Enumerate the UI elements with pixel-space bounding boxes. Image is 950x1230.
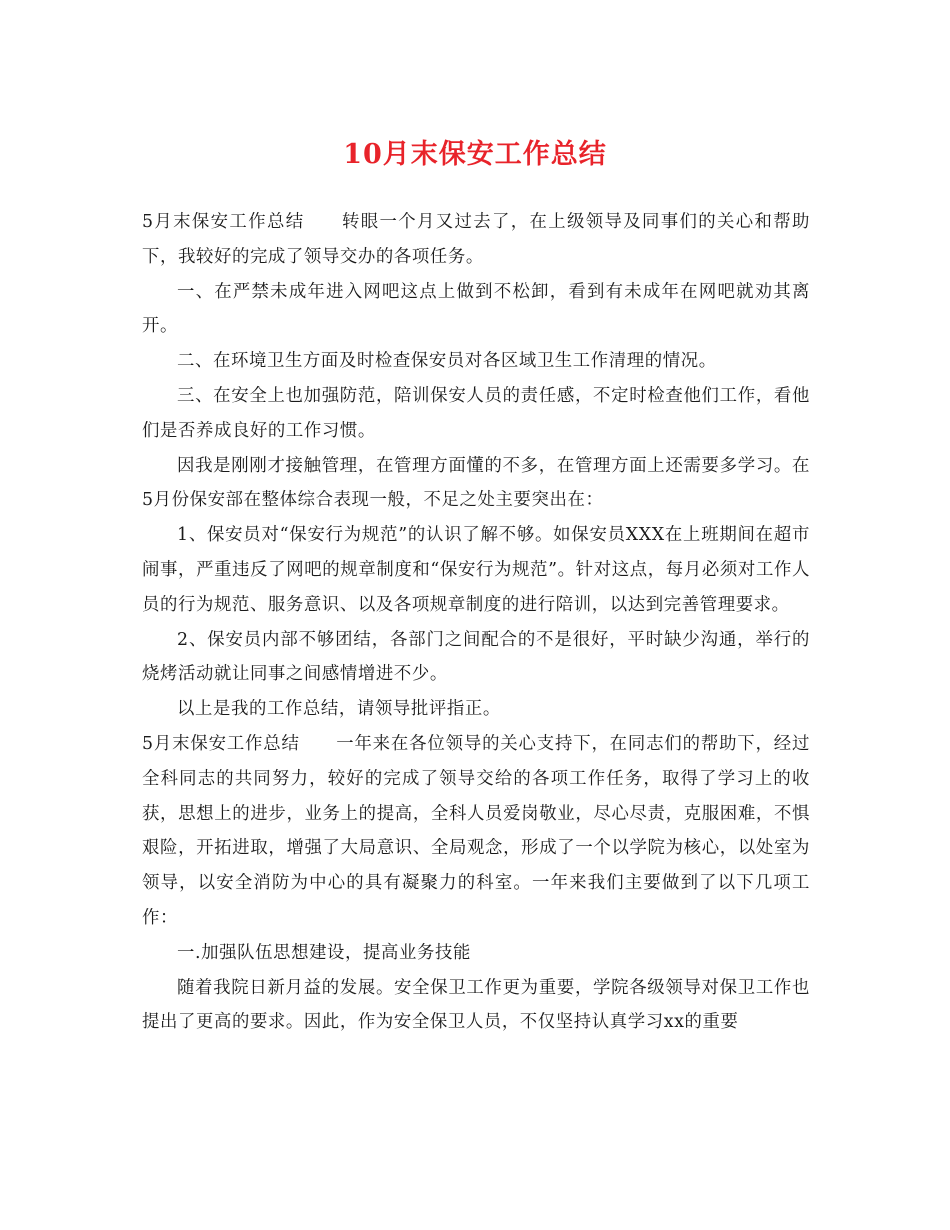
paragraph-annual-intro: 5月末保安工作总结 一年来在各位领导的关心支持下，在同志们的帮助下，经过全科同志的共同努力，较好的完成了领导交给的各项工作任务，取得了学习上的收获，思想上的进步，业务上的提高，全科人员爱岗敬业，尽心尽责，克服困难，不惧艰险，开拓进取，增强了大局意识、全局观念，形成了一个以学院为核心，以处室为领导，以安全消防为中心的具有凝聚力的科室。一年来我们主要做到了以下几项工作： (142, 733, 810, 928)
paragraph-item-3: 三、在安全上也加强防范，陪训保安人员的责任感，不定时检查他们工作，看他们是否养成良好的工作习惯。 (142, 385, 810, 441)
paragraph-item-2: 二、在环境卫生方面及时检查保安员对各区域卫生工作清理的情况。 (177, 351, 717, 372)
document-body (142, 205, 810, 1040)
paragraph-intro: 5月末保安工作总结 转眼一个月又过去了，在上级领导及同事们的关心和帮助下，我较好的完成了领导交办的各项任务。 (142, 212, 810, 267)
paragraph-shortcomings: 因我是刚刚才接触管理，在管理方面懂的不多，在管理方面上还需要多学习。在5月份保安部在整体综合表现一般，不足之处主要突出在： (142, 455, 810, 511)
paragraph-shortcoming-1: 1、保安员对“保安行为规范”的认识了解不够。如保安员XXX在上班期间在超市闹事，严重违反了网吧的规章制度和“保安行为规范”。针对这点，每月必须对工作人员的行为规范、服务意识、以及各项规章制度的进行陪训，以达到完善管理要求。 (142, 525, 810, 615)
paragraph-closing: 以上是我的工作总结，请领导批评指正。 (177, 699, 501, 720)
paragraph-item-1: 一、在严禁未成年进入网吧这点上做到不松卸，看到有未成年在网吧就劝其离开。 (142, 281, 810, 337)
paragraph-shortcoming-2: 2、保安员内部不够团结，各部门之间配合的不是很好，平时缺少沟通，举行的烧烤活动就让同事之间感情增进不少。 (142, 629, 810, 685)
document-title: 10月末保安工作总结 (343, 139, 607, 170)
paragraph-development: 随着我院日新月益的发展。安全保卫工作更为重要，学院各级领导对保卫工作也提出了更高的要求。因此，作为安全保卫人员，不仅坚持认真学习xx的重要 (142, 977, 810, 1033)
paragraph-heading-1: 一.加强队伍思想建设，提高业务技能 (177, 942, 471, 963)
